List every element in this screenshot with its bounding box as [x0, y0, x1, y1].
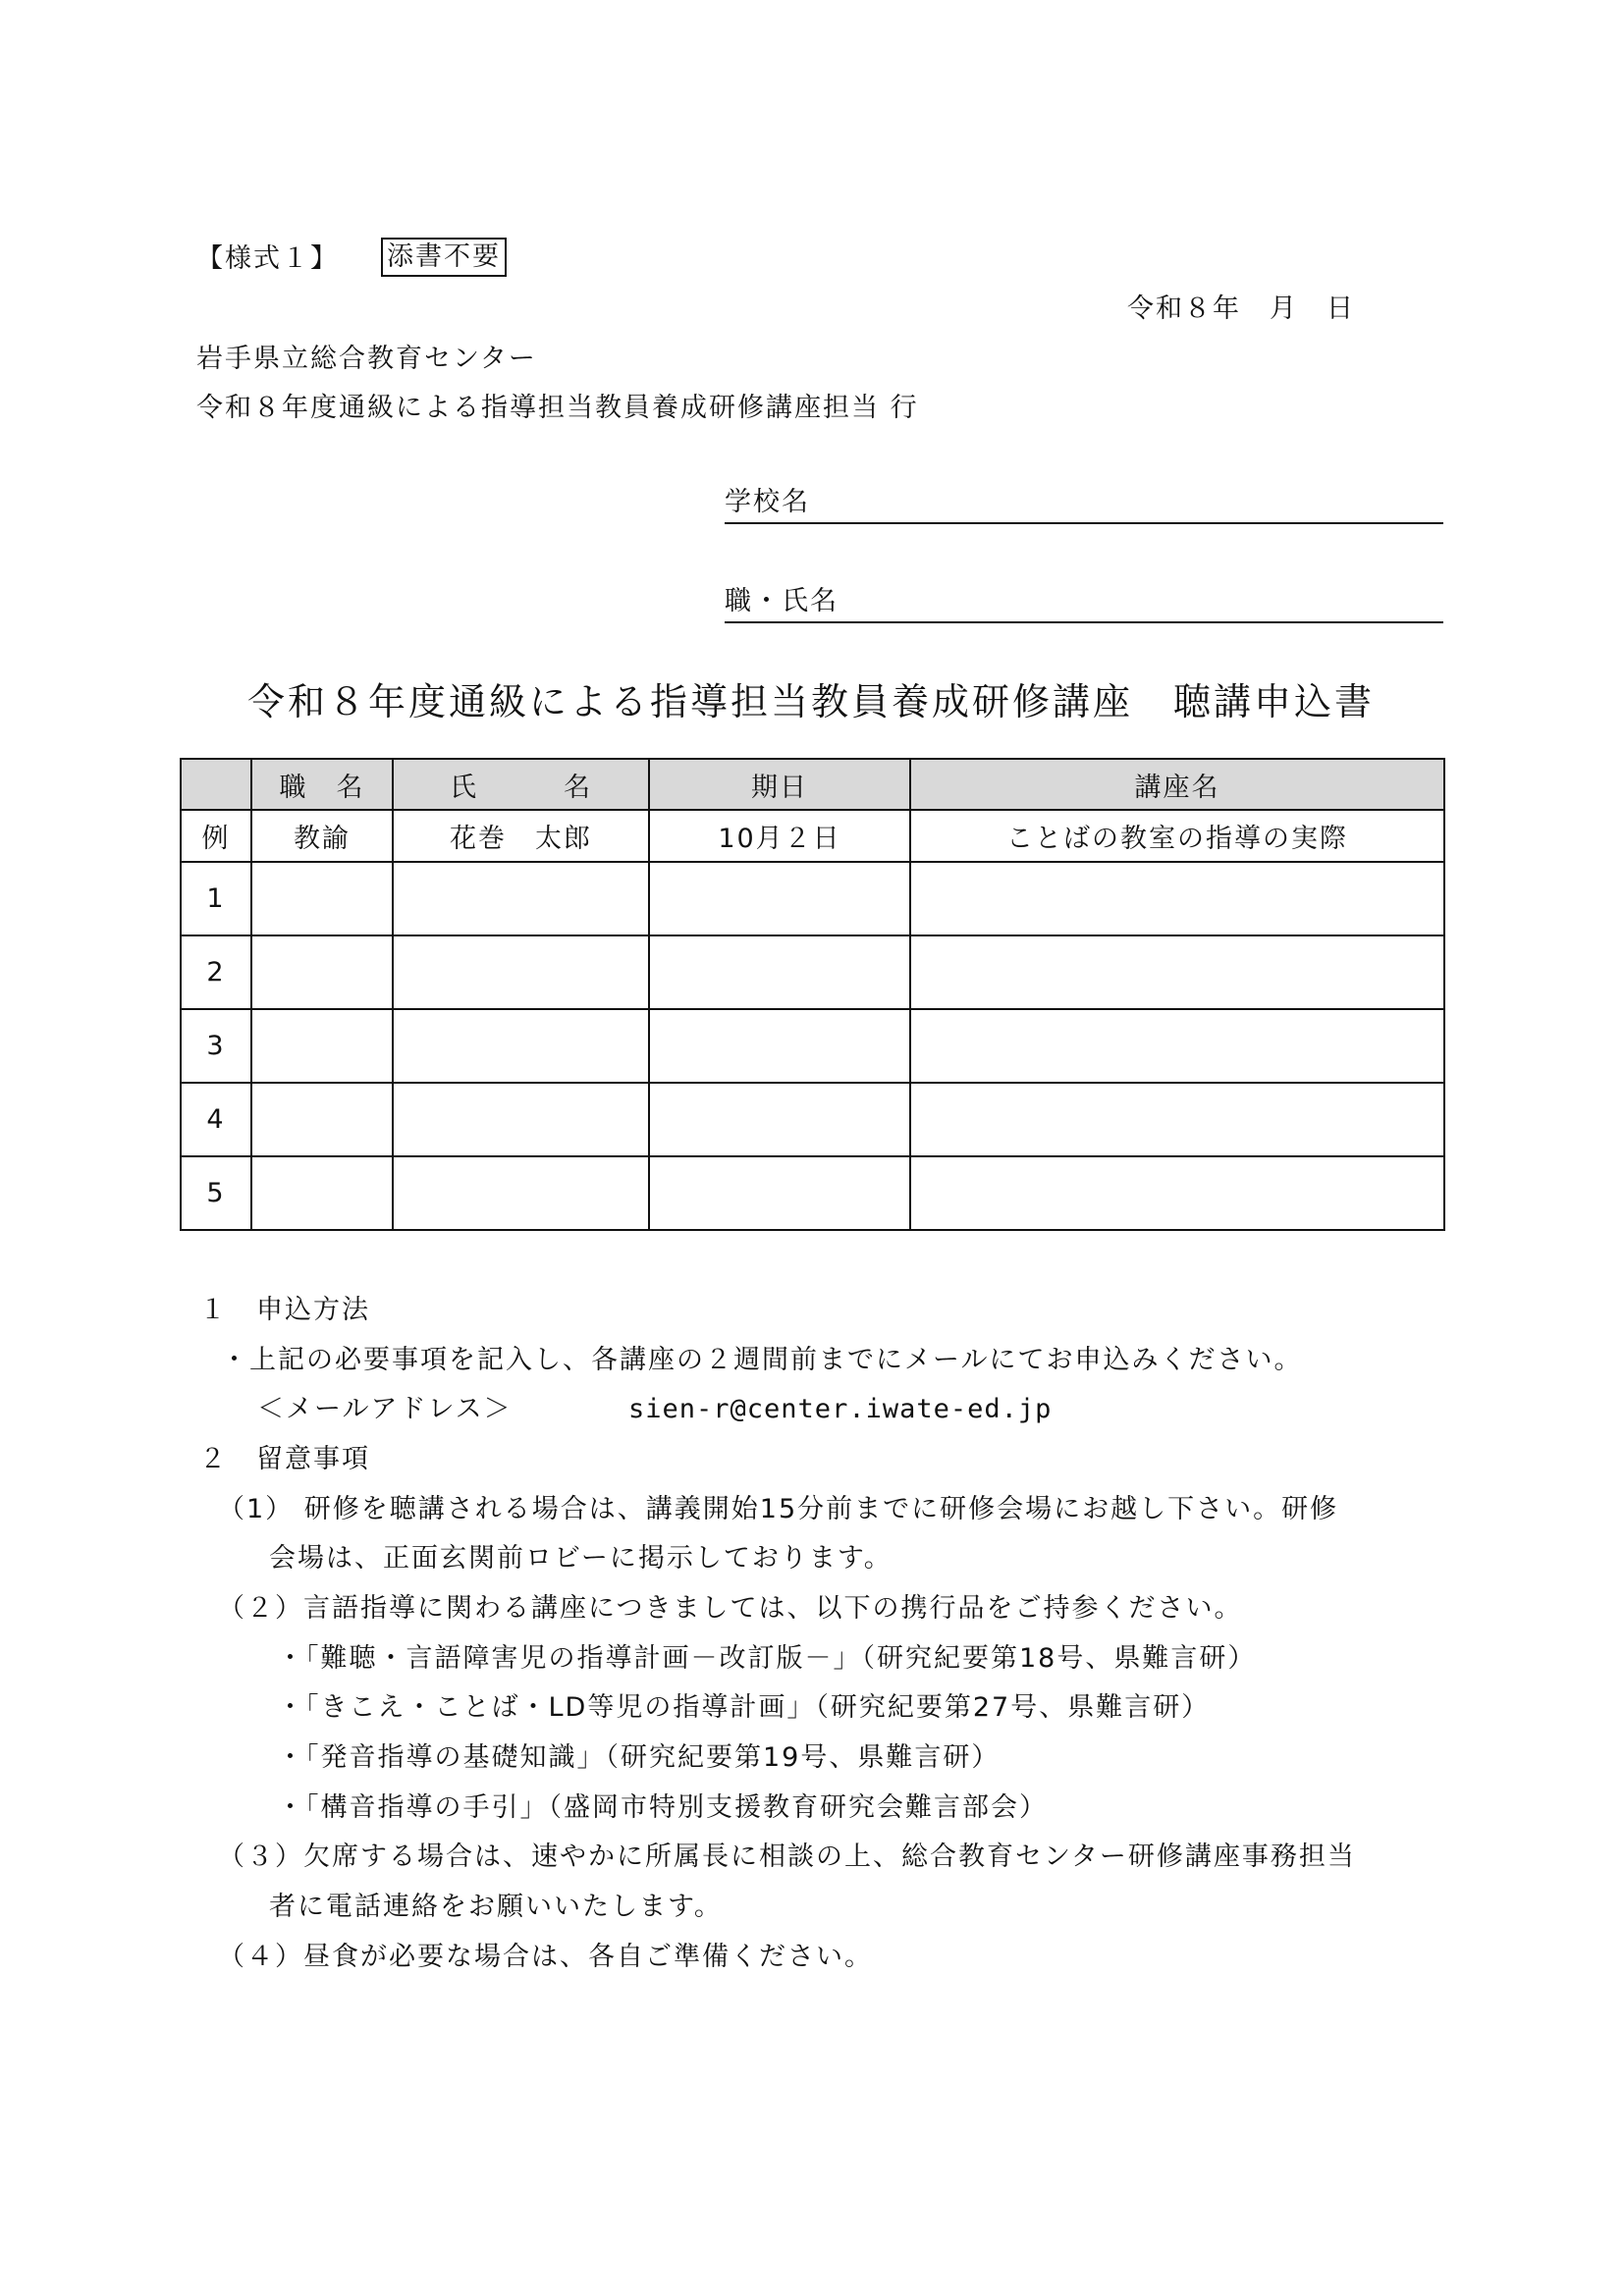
example-row	[181, 810, 1444, 862]
entry-cell[interactable]	[649, 862, 910, 935]
addressee-course: 令和８年度通級による指導担当教員養成研修講座担当 行	[196, 393, 919, 423]
mail-address-label: ＜メールアドレス＞	[257, 1394, 513, 1424]
school-name-field[interactable]	[725, 485, 1443, 524]
note-3-line1: （３）欠席する場合は、速やかに所属長に相談の上、総合教育センター研修講座事務担当	[218, 1842, 1356, 1872]
row-number: 4	[181, 1083, 251, 1156]
entry-cell[interactable]	[910, 1083, 1444, 1156]
entry-cell[interactable]	[910, 862, 1444, 935]
no-cover-letter-box: 添書不要	[381, 238, 507, 277]
entry-cell[interactable]	[393, 1083, 649, 1156]
entry-cell[interactable]	[393, 1009, 649, 1083]
entry-cell[interactable]	[251, 1083, 393, 1156]
header-cell: 講座名	[910, 759, 1444, 810]
entry-cell[interactable]	[910, 1009, 1444, 1083]
method-instruction: ・上記の必要事項を記入し、各講座の２週間前までにメールにてお申込みください。	[221, 1345, 1303, 1375]
note-2: （２）言語指導に関わる講座につきましては、以下の携行品をご持参ください。	[218, 1593, 1243, 1624]
note-4: （４）昼食が必要な場合は、各自ご準備ください。	[218, 1942, 873, 1972]
document-title: 令和８年度通級による指導担当教員養成研修講座 聴講申込書	[247, 680, 1376, 723]
note-2-item: ・「構音指導の手引」（盛岡市特別支援教育研究会難言部会）	[277, 1792, 1048, 1823]
addressee-center: 岩手県立総合教育センター	[196, 344, 537, 374]
position-name-field[interactable]	[725, 584, 1443, 623]
entry-cell[interactable]	[649, 1009, 910, 1083]
application-table	[180, 758, 1445, 1231]
note-3-line2: 者に電話連絡をお願いいたします。	[269, 1892, 723, 1922]
entry-cell[interactable]	[910, 935, 1444, 1009]
example-cell: 10月２日	[649, 810, 910, 862]
row-number: 1	[181, 862, 251, 935]
table-row	[181, 1156, 1444, 1230]
entry-cell[interactable]	[251, 862, 393, 935]
entry-cell[interactable]	[649, 935, 910, 1009]
date-line: 令和８年 月 日	[1127, 294, 1355, 324]
header-cell: 期日	[649, 759, 910, 810]
entry-cell[interactable]	[251, 935, 393, 1009]
table-row	[181, 862, 1444, 935]
entry-cell[interactable]	[649, 1156, 910, 1230]
note-1-line1: （1） 研修を聴講される場合は、講義開始15分前までに研修会場にお越し下さい。研修	[218, 1494, 1339, 1524]
note-2-item: ・「難聴・言語障害児の指導計画－改訂版－」（研究紀要第18号、県難言研）	[277, 1643, 1257, 1674]
header-cell: 職 名	[251, 759, 393, 810]
entry-cell[interactable]	[393, 1156, 649, 1230]
entry-cell[interactable]	[393, 862, 649, 935]
section-heading-method: １ 申込方法	[199, 1295, 370, 1325]
section-heading-notes: ２ 留意事項	[199, 1444, 370, 1474]
row-number: 3	[181, 1009, 251, 1083]
header-cell	[181, 759, 251, 810]
table-header-row	[181, 759, 1444, 810]
row-number: 2	[181, 935, 251, 1009]
header-cell: 氏 名	[393, 759, 649, 810]
position-name-label: 職・氏名	[725, 586, 839, 616]
table-row	[181, 935, 1444, 1009]
school-name-label: 学校名	[725, 487, 810, 517]
example-cell: ことばの教室の指導の実際	[910, 810, 1444, 862]
entry-cell[interactable]	[910, 1156, 1444, 1230]
entry-cell[interactable]	[251, 1009, 393, 1083]
entry-cell[interactable]	[393, 935, 649, 1009]
entry-cell[interactable]	[251, 1156, 393, 1230]
example-cell: 例	[181, 810, 251, 862]
note-2-item: ・「発音指導の基礎知識」（研究紀要第19号、県難言研）	[277, 1742, 1001, 1773]
table-row	[181, 1083, 1444, 1156]
example-cell: 花巻 太郎	[393, 810, 649, 862]
row-number: 5	[181, 1156, 251, 1230]
mail-address[interactable]: sien-r@center.iwate-ed.jp	[628, 1394, 1053, 1424]
form-number-label: 【様式１】	[196, 243, 339, 274]
table-row	[181, 1009, 1444, 1083]
note-2-item: ・「きこえ・ことば・LD等児の指導計画」（研究紀要第27号、県難言研）	[277, 1692, 1211, 1723]
note-1-line2: 会場は、正面玄関前ロビーに掲示しております。	[269, 1543, 893, 1574]
example-cell: 教諭	[251, 810, 393, 862]
entry-cell[interactable]	[649, 1083, 910, 1156]
